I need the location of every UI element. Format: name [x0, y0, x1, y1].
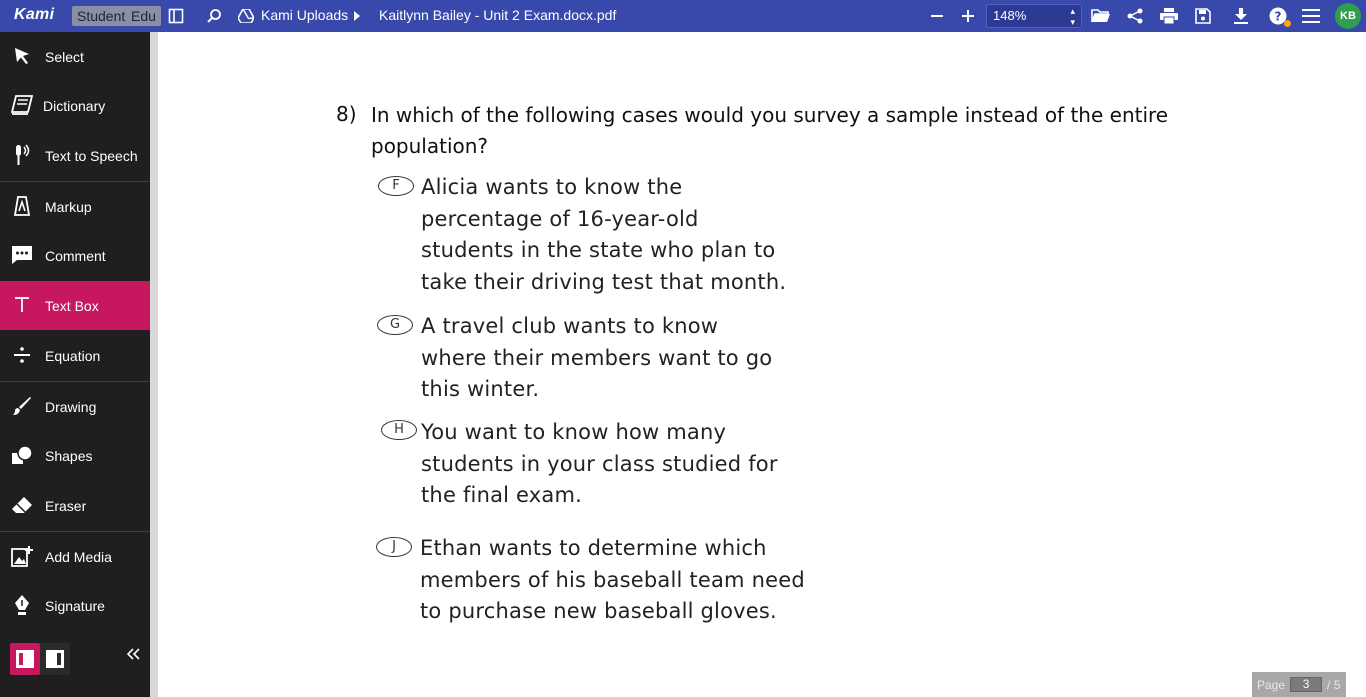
option-letter: H [381, 420, 417, 440]
kami-logo: Kami [14, 6, 55, 23]
page-total: / 5 [1327, 677, 1341, 692]
option-line: take their driving test that month. [421, 270, 787, 295]
print-icon[interactable] [1159, 6, 1179, 26]
option-line: students in your class studied for [421, 451, 778, 476]
option-line: You want to know how many [421, 420, 727, 444]
help-icon[interactable] [1268, 6, 1288, 26]
tool-add-media[interactable] [0, 532, 150, 581]
zoom-value: 148% [993, 8, 1027, 23]
add-media-icon [10, 544, 34, 568]
option-line: students in the state who plan to [421, 238, 776, 263]
option-letter: G [377, 315, 413, 335]
tool-sidebar [0, 32, 150, 697]
tool-dictionary-label: Dictionary [43, 97, 106, 114]
sidebar-footer [0, 632, 150, 697]
question-line: In which of the following cases would you survey a sample instead of the entire [371, 103, 1169, 127]
search-icon[interactable] [204, 6, 224, 26]
option-letter: F [378, 176, 414, 196]
divide-icon [10, 343, 34, 367]
option-text [421, 417, 841, 512]
tool-markup[interactable] [0, 182, 150, 231]
option-text [420, 533, 860, 628]
option-line: members of his baseball team need [420, 567, 805, 592]
sidebar-toggle-icon[interactable] [166, 6, 186, 26]
collapse-sidebar-icon[interactable] [124, 644, 144, 664]
question-number: 8) [336, 102, 357, 126]
option-line: this winter. [421, 377, 540, 402]
notification-dot [1284, 20, 1291, 27]
edu-badge: Edu [126, 6, 161, 26]
zoom-out-icon[interactable] [927, 6, 947, 26]
tool-signature-label: Signature [45, 597, 105, 614]
select-arrows-icon: ▴ ▾ [1070, 6, 1075, 27]
student-badge: Student [72, 6, 130, 26]
tool-shapes[interactable] [0, 431, 150, 480]
tool-signature[interactable] [0, 581, 150, 630]
menu-icon[interactable] [1301, 6, 1321, 26]
zoom-in-icon[interactable] [958, 6, 978, 26]
tool-markup-label: Markup [45, 198, 92, 215]
tool-comment-label: Comment [45, 247, 106, 264]
breadcrumb-folder[interactable]: Kami Uploads [261, 7, 349, 23]
tool-select-label: Select [45, 48, 84, 65]
download-icon[interactable] [1231, 6, 1251, 26]
open-folder-icon[interactable] [1091, 6, 1111, 26]
option-line: Ethan wants to determine which [420, 536, 767, 560]
eraser-icon [10, 493, 34, 517]
speaker-icon [10, 143, 34, 167]
shapes-icon [10, 443, 34, 467]
document-viewer[interactable] [150, 32, 1366, 697]
cursor-icon [10, 44, 34, 68]
question-text [371, 100, 1171, 162]
tool-drawing-label: Drawing [45, 398, 97, 415]
zoom-select[interactable] [986, 4, 1082, 28]
tool-text-box-label: Text Box [45, 297, 99, 314]
text-box-icon [10, 293, 34, 317]
tool-select[interactable] [0, 32, 150, 81]
user-avatar[interactable]: KB [1335, 3, 1361, 29]
tool-text-box[interactable] [0, 281, 150, 330]
question-line: population? [371, 134, 489, 158]
svg-text:?: ? [1274, 9, 1282, 24]
option-line: Alicia wants to know the [421, 175, 683, 199]
highlighter-icon [10, 194, 34, 218]
chevron-right-icon [351, 6, 363, 26]
tool-text-to-speech[interactable] [0, 131, 150, 180]
google-drive-icon [236, 6, 256, 26]
breadcrumb-file: Kaitlynn Bailey - Unit 2 Exam.docx.pdf [379, 7, 617, 23]
pen-nib-icon [10, 593, 34, 617]
option-line: to purchase new baseball gloves. [420, 599, 777, 624]
save-icon[interactable] [1193, 6, 1213, 26]
tool-eraser-label: Eraser [45, 497, 87, 514]
tool-shapes-label: Shapes [45, 447, 93, 464]
option-line: percentage of 16-year-old [421, 206, 699, 231]
tool-equation-label: Equation [45, 347, 101, 364]
option-text [421, 172, 841, 299]
tool-dictionary[interactable] [0, 81, 150, 130]
option-line: where their members want to go [421, 345, 773, 370]
share-icon[interactable] [1125, 6, 1145, 26]
right-panel-mode-button[interactable] [40, 643, 70, 675]
option-line: A travel club wants to know [421, 314, 719, 338]
page-indicator [1252, 672, 1346, 697]
tool-add-media-label: Add Media [45, 548, 112, 565]
book-icon [10, 93, 34, 117]
tool-comment[interactable] [0, 231, 150, 280]
tool-drawing[interactable] [0, 382, 150, 431]
tool-eraser[interactable] [0, 481, 150, 530]
top-toolbar [0, 0, 1366, 32]
page-label: Page [1257, 677, 1286, 692]
page-edge [150, 32, 158, 697]
option-letter: J [376, 537, 412, 557]
option-line: the final exam. [421, 483, 583, 508]
tool-text-to-speech-label: Text to Speech [45, 147, 138, 164]
tool-equation[interactable] [0, 331, 150, 380]
option-text [421, 311, 841, 406]
left-panel-mode-button[interactable] [10, 643, 40, 675]
brush-icon [10, 394, 34, 418]
page-number-input[interactable]: 3 [1290, 677, 1322, 692]
comment-icon [10, 243, 34, 267]
